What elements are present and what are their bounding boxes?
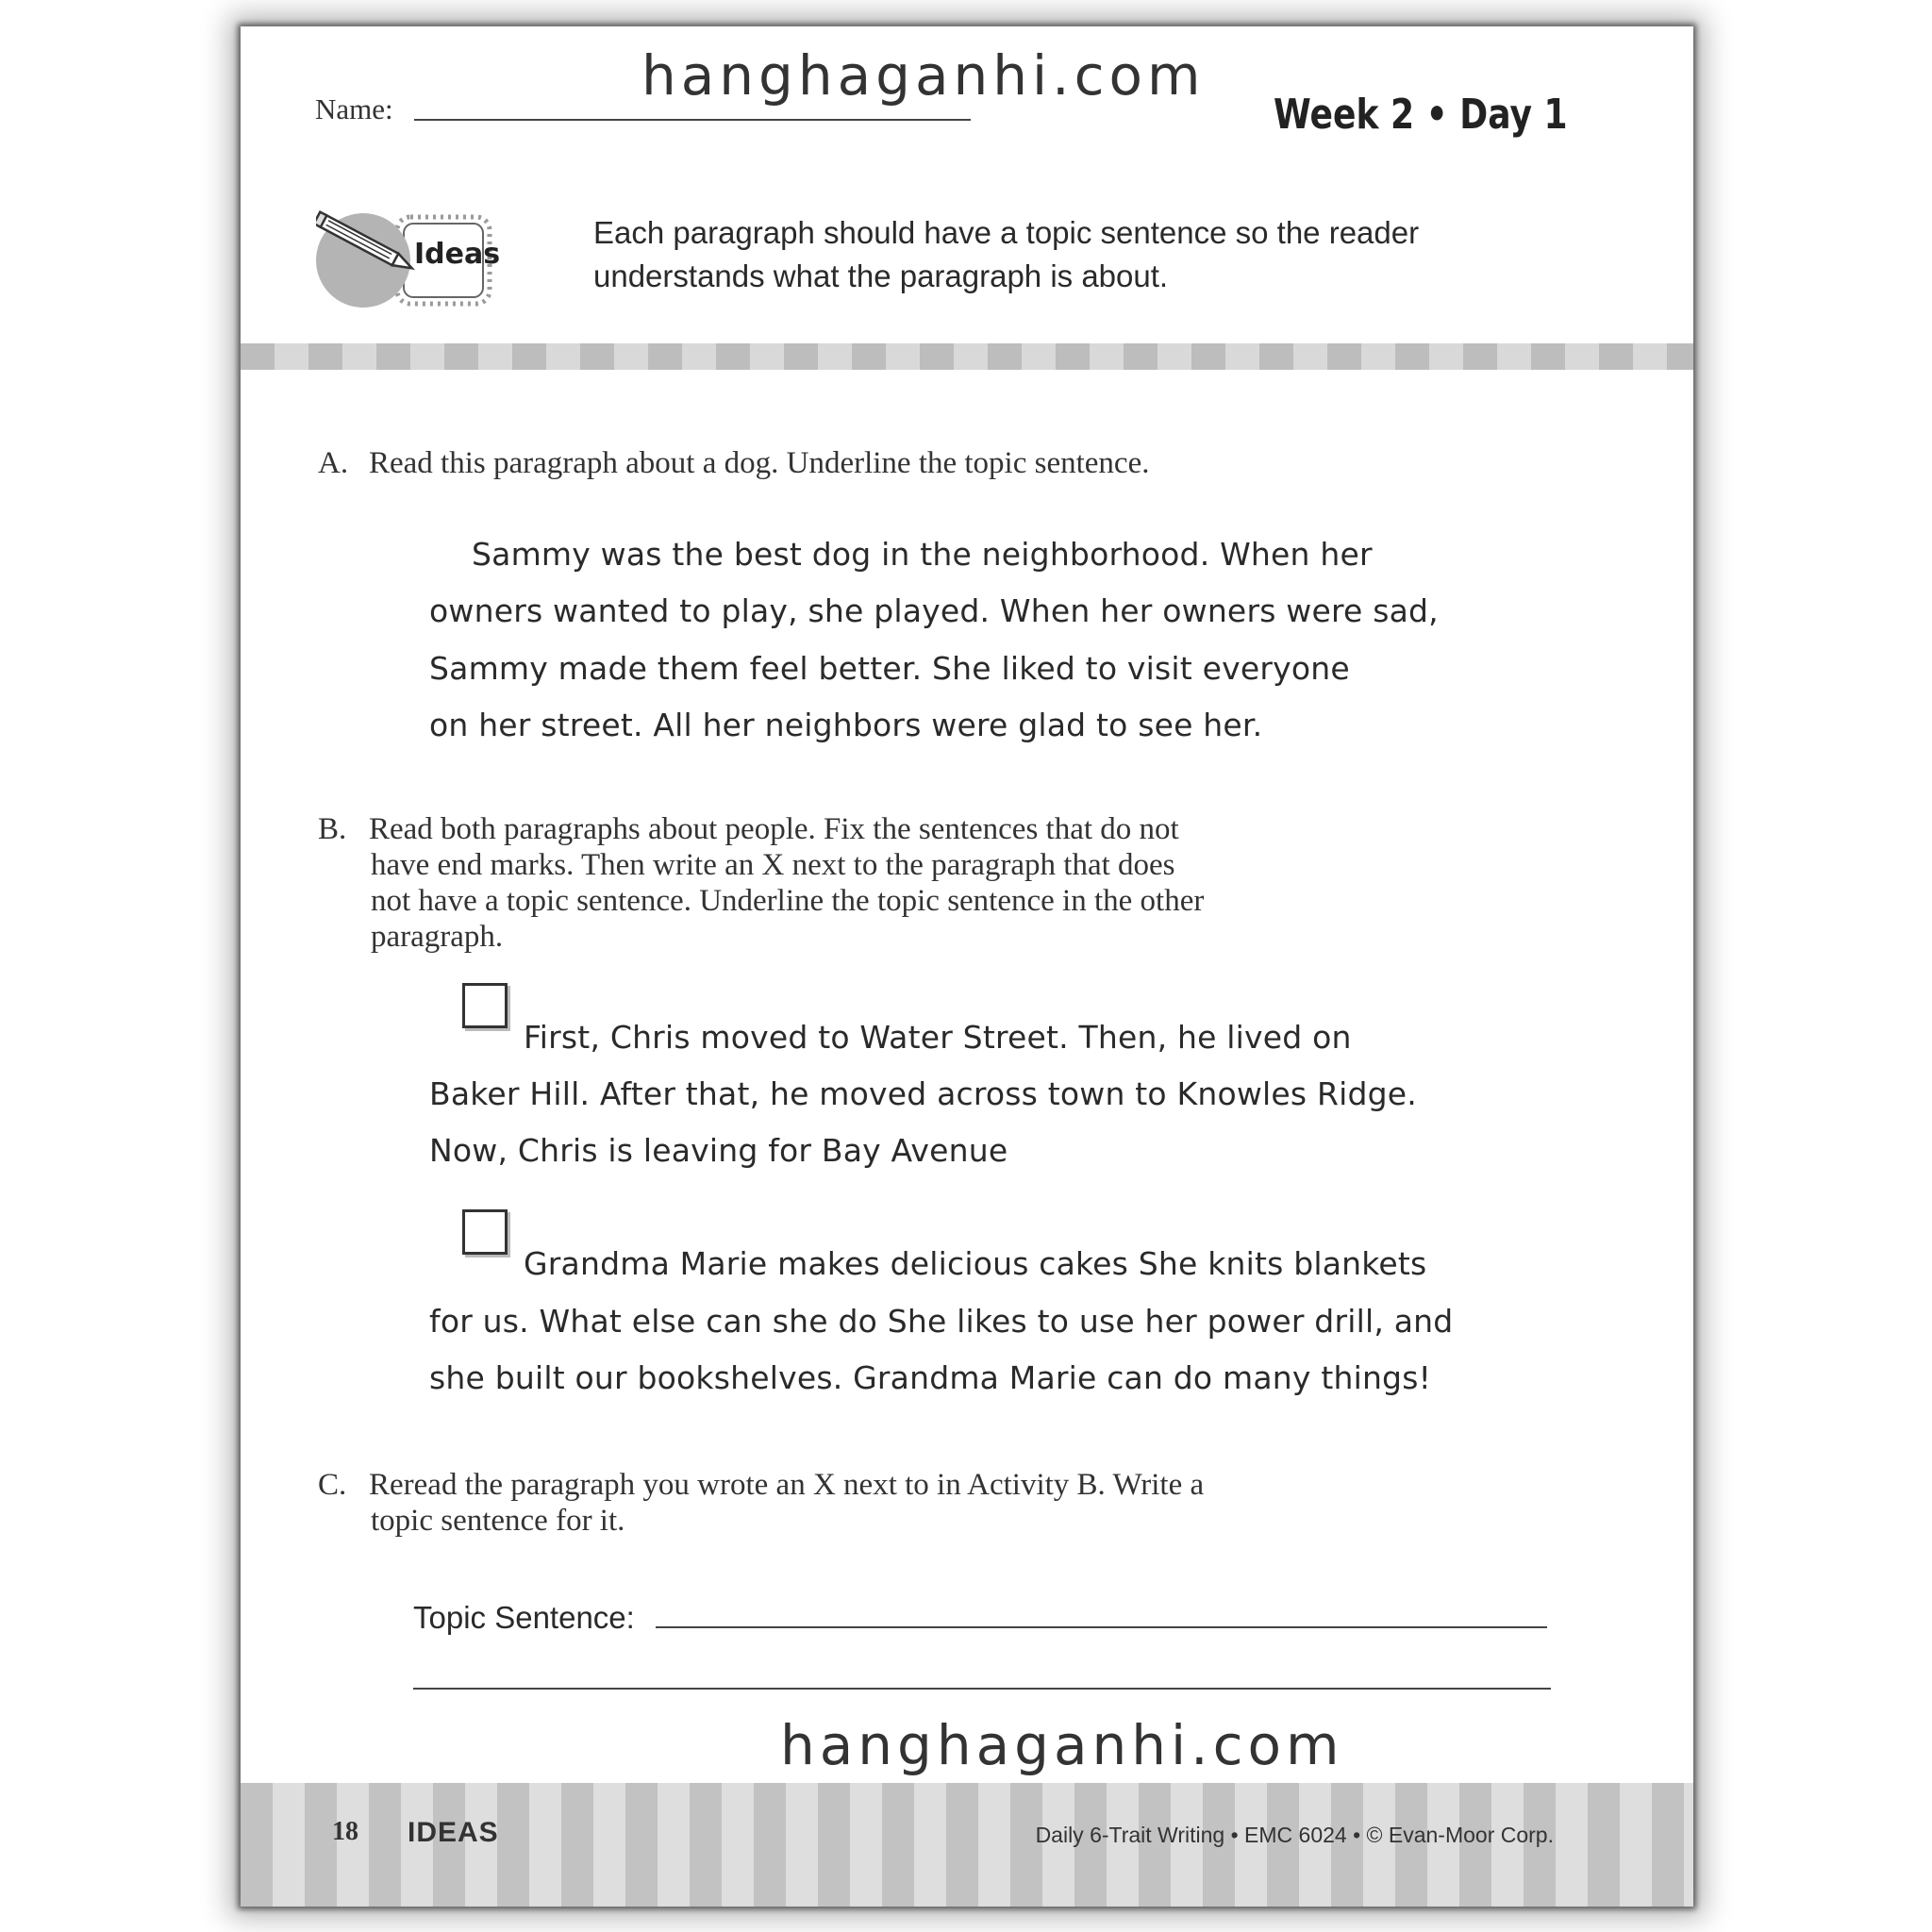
footer-band — [241, 1783, 1693, 1907]
section-a-text: Read this paragraph about a dog. Underline the topic sentence. — [369, 446, 1150, 480]
section-c-line-2: topic sentence for it. — [371, 1504, 625, 1538]
week-day-title: Week 2 • Day 1 — [1274, 91, 1568, 139]
paragraph-b1-line-2: Baker Hill. After that, he moved across town to Knowles Ridge. — [429, 1075, 1417, 1112]
ideas-badge-label: Ideas — [414, 238, 501, 271]
divider-stripe — [241, 343, 1693, 370]
worksheet-page — [241, 26, 1693, 1907]
topic-sentence-line-1[interactable] — [656, 1626, 1547, 1628]
paragraph-a-line-3: Sammy made them feel better. She liked to visit everyone — [429, 650, 1350, 687]
topic-sentence-line-2[interactable] — [413, 1688, 1551, 1690]
section-b-instruction — [318, 811, 1450, 955]
paragraph-a-line-4: on her street. All her neighbors were glad to see her. — [429, 707, 1263, 743]
section-b-line-3: not have a topic sentence. Underline the topic sentence in the other — [371, 884, 1205, 918]
section-b-line-1: Read both paragraphs about people. Fix the sentences that do not — [369, 812, 1179, 846]
paragraph-1-checkbox[interactable] — [462, 983, 508, 1028]
topic-sentence-label: Topic Sentence: — [413, 1600, 635, 1635]
name-label: Name: — [315, 92, 393, 125]
section-a-label: A. — [318, 446, 349, 480]
section-c-line-1: Reread the paragraph you wrote an X next to in Activity B. Write a — [369, 1468, 1205, 1502]
section-c-label: C. — [318, 1468, 347, 1502]
watermark-bottom: hanghaganhi.com — [780, 1713, 1344, 1777]
paragraph-2-checkbox[interactable] — [462, 1209, 508, 1255]
page-number: 18 — [332, 1817, 358, 1846]
tip-line-1: Each paragraph should have a topic sentence so the reader — [593, 215, 1420, 250]
paragraph-a-line-2: owners wanted to play, she played. When her owners were sad, — [429, 592, 1439, 629]
paragraph-b1-line-1: First, Chris moved to Water Street. Then, he lived on — [524, 1019, 1352, 1056]
paragraph-b2-line-1: Grandma Marie makes delicious cakes She knits blankets — [524, 1245, 1427, 1282]
paragraph-a-line-1: Sammy was the best dog in the neighborhood. When her — [472, 536, 1373, 573]
paragraph-b2-line-3: she built our bookshelves. Grandma Marie can do many things! — [429, 1359, 1432, 1396]
section-b-line-4: paragraph. — [371, 920, 504, 954]
section-b-line-2: have end marks. Then write an X next to the paragraph that does — [371, 848, 1175, 882]
tip-text — [593, 211, 1574, 298]
ideas-badge — [316, 206, 501, 309]
paragraph-b1-line-3: Now, Chris is leaving for Bay Avenue — [429, 1132, 1008, 1169]
footer-section-label: IDEAS — [408, 1817, 499, 1848]
section-a-instruction — [318, 445, 1450, 481]
paragraph-b2-line-2: for us. What else can she do She likes to use her power drill, and — [429, 1303, 1454, 1340]
footer-credit: Daily 6-Trait Writing • EMC 6024 • © Evan-Moor Corp. — [1035, 1823, 1554, 1847]
tip-line-2: understands what the paragraph is about. — [593, 258, 1169, 293]
name-write-line[interactable] — [414, 119, 971, 121]
section-b-label: B. — [318, 812, 347, 846]
watermark-top: hanghaganhi.com — [641, 43, 1206, 108]
section-c-instruction — [318, 1467, 1450, 1539]
